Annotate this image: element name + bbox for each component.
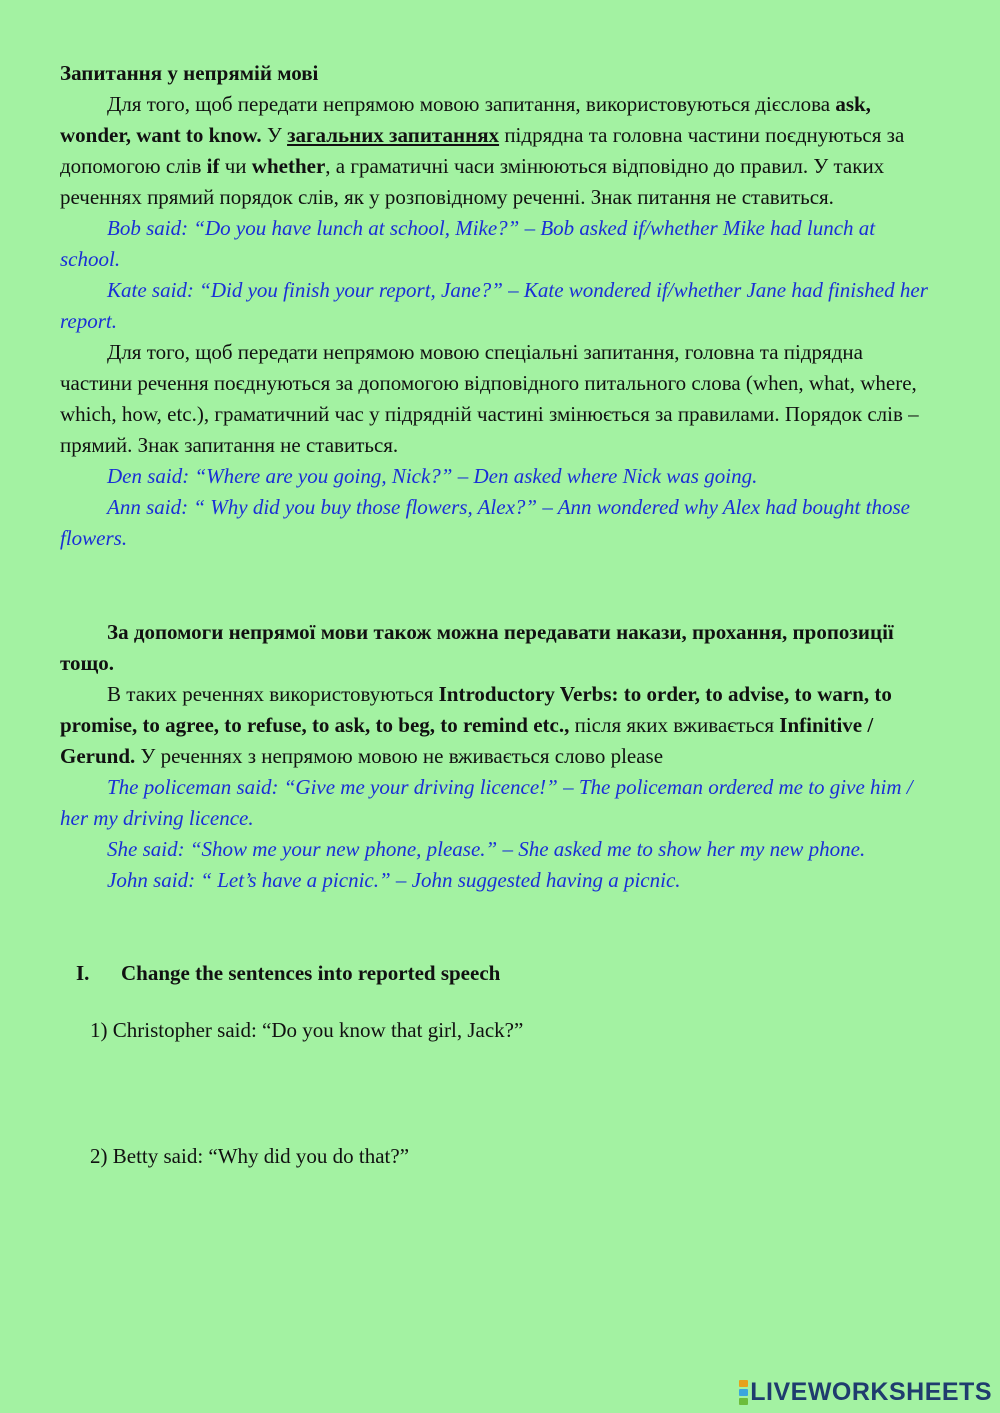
exercise-title	[60, 958, 930, 989]
exercise-number: I.	[76, 961, 90, 985]
worksheet-page	[60, 58, 930, 1172]
example-sentence: Den said: “Where are you going, Nick?” – Den asked where Nick was going.	[107, 464, 758, 488]
exercise-question-1: 1) Christopher said: “Do you know that girl, Jack?”	[90, 1018, 524, 1042]
section-title: Запитання у непрямій мові	[60, 61, 319, 85]
example-sentence: The policeman said: “Give me your driving licence!” – The policeman ordered me to give him / her my driving licence.	[60, 775, 913, 830]
commands-heading: За допомоги непрямої мови також можна передавати накази, прохання, пропозиції тощо.	[60, 620, 894, 675]
introductory-verbs-paragraph: В таких реченнях використовуються Introductory Verbs: to order, to advise, to warn, to promise, to agree, to refuse, to ask, to beg, to remind etc., після яких вживається Infinitive / Gerund. У реченнях з непрямою мовою не вживається слово please	[60, 682, 892, 768]
example-sentence: John said: “ Let’s have a picnic.” – John suggested having a picnic.	[107, 868, 681, 892]
exercise-question-2: 2) Betty said: “Why did you do that?”	[90, 1144, 410, 1168]
example-sentence: Kate said: “Did you finish your report, Jane?” – Kate wondered if/whether Jane had finished her report.	[60, 278, 928, 333]
logo-text: LIVEWORKSHEETS	[750, 1378, 992, 1406]
example-sentence: Ann said: “ Why did you buy those flowers, Alex?” – Ann wondered why Alex had bought those flowers.	[60, 495, 910, 550]
example-sentence: Bob said: “Do you have lunch at school, Mike?” – Bob asked if/whether Mike had lunch at school.	[60, 216, 876, 271]
logo-mark-icon	[739, 1379, 748, 1406]
exercise-instruction: Change the sentences into reported speech	[121, 961, 501, 985]
special-questions-paragraph: Для того, щоб передати непрямою мовою спеціальні запитання, головна та підрядна частини речення поєднуються за допомогою відповідного питального слова (when, what, where, which, how, etc.), граматичний час у підрядній частині змінюється за правилами. Порядок слів – прямий. Знак запитання не ставиться.	[60, 340, 919, 457]
liveworksheets-logo	[739, 1378, 992, 1407]
example-sentence: She said: “Show me your new phone, please.” – She asked me to show her my new phone.	[107, 837, 866, 861]
general-questions-paragraph: Для того, щоб передати непрямою мовою запитання, використовуються дієслова ask, wonder, want to know. У загальних запитаннях підрядна та головна частини поєднуються за допомогою слів if чи whether, а граматичні часи змінюються відповідно до правил. У таких реченнях прямий порядок слів, як у розповідному реченні. Знак питання не ставиться.	[60, 92, 905, 209]
